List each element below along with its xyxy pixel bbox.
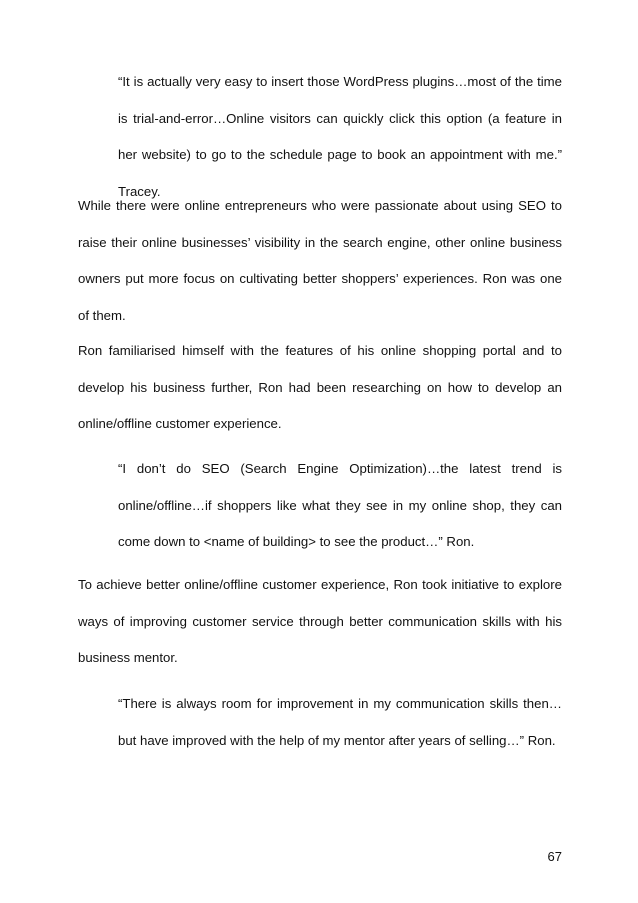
paragraph-ron-shopping-portal: Ron familiarised himself with the features of his online shopping portal and to develop his business further, Ron had been researching on how to develop an online/offline customer experience. [78, 343, 562, 431]
page-number: 67 [547, 849, 562, 864]
paragraph-customer-service: To achieve better online/offline customer experience, Ron took initiative to explore ways of improving customer service through better communication skills with his business mentor. [78, 577, 562, 665]
paragraph-seo-entrepreneurs: While there were online entrepreneurs who were passionate about using SEO to raise their online businesses’ visibility in the search engine, other online business owners put more focus on cultivating better shoppers’ experiences. Ron was one of them. [78, 198, 562, 323]
quote-ron-communication: “There is always room for improvement in my communication skills then…but have improved with the help of my mentor after years of selling…” Ron. [118, 696, 562, 748]
quote-ron-seo: “I don’t do SEO (Search Engine Optimization)…the latest trend is online/offline…if shoppers like what they see in my online shop, they can come down to <name of building> to see the product…” Ron. [118, 461, 562, 549]
quote-tracey: “It is actually very easy to insert those WordPress plugins…most of the time is trial-and-error…Online visitors can quickly click this option (a feature in her website) to go to the schedule page to book an appointment with me.” Tracey. [118, 74, 562, 199]
